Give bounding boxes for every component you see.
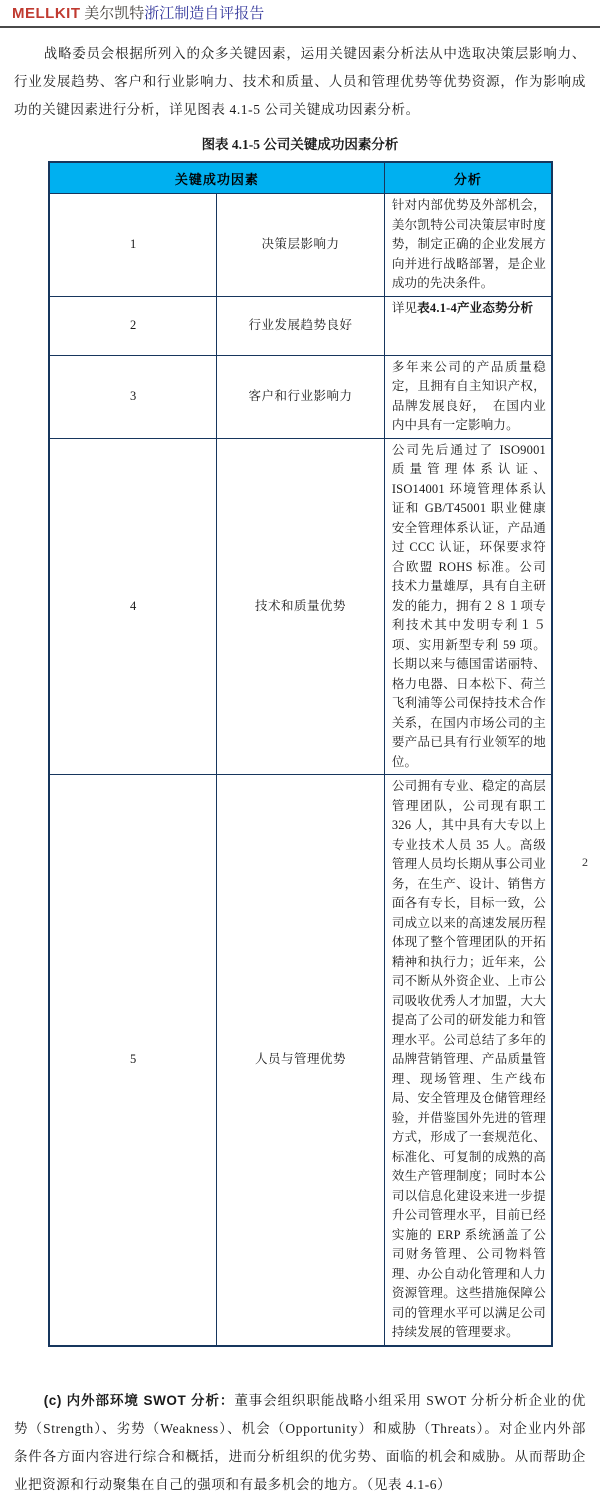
swot-paragraph: [14, 1387, 586, 1499]
table-row: [49, 355, 552, 438]
row-analysis: 公司先后通过了 ISO9001 质量管理体系认证、ISO14001 环境管理体系认证和 GB/T45001 职业健康安全管理体系认证，产品通过 CCC 认证，环保要求符合欧盟 ROHS 标准。公司技术力量雄厚，具有自主研发的能力，拥有２８１项专利技术其中发明专利１５项、实用新型专利 59 项。长期以来与德国雷诺丽特、格力电器、日本松下、荷兰飞利浦等公司保持技术合作关系，在国内市场公司的主要产品已具有行业领军的地位。: [384, 438, 552, 775]
table-row: [49, 438, 552, 775]
header-cell-analysis: 分析: [384, 162, 552, 194]
row-number: 5: [49, 775, 217, 1346]
row-analysis: 公司拥有专业、稳定的高层管理团队，公司现有职工 326 人，其中具有大专以上专业技术人员 35 人。高级管理人员均长期从事公司业务，在生产、设计、销售方面各有专长，目标一致，公司成立以来的高速发展历程体现了整个管理团队的开拓精神和执行力；近年来，公司不断从外资企业、上市公司吸收优秀人才加盟，大大提高了公司的研发能力和管理水平。公司总结了多年的品牌营销管理、产品质量管理、现场管理、生产线布局、安全管理及仓储管理经验，并借鉴国外先进的管理方式，形成了一套规范化、标准化、可复制的成熟的高效生产管理制度；同时本公司以信息化建设来进一步提升公司管理水平，目前已经实施的 ERP 系统涵盖了公司财务管理、公司物料管理、办公自动化管理和人力资源管理。这些措施保障公司的管理水平可以满足公司持续发展的管理要求。: [384, 775, 552, 1346]
row-factor: 决策层影响力: [217, 194, 385, 297]
row-factor: 技术和质量优势: [217, 438, 385, 775]
swot-paragraph-label: (c) 内外部环境 SWOT 分析：: [43, 1392, 235, 1408]
row-number: 2: [49, 296, 217, 355]
document-title: 浙江制造自评报告: [144, 6, 265, 22]
row-analysis: [384, 296, 552, 355]
table-row: [49, 775, 552, 1346]
page-header: [0, 0, 600, 28]
row-number: 3: [49, 355, 217, 438]
row-factor: 人员与管理优势: [217, 775, 385, 1346]
key-success-factors-table: [48, 161, 553, 1347]
row-analysis: 针对内部优势及外部机会，美尔凯特公司决策层审时度势，制定正确的企业发展方向并进行战略部署，是企业成功的先决条件。: [384, 194, 552, 297]
row-analysis-text: 详见: [391, 300, 418, 315]
row-number: 1: [49, 194, 217, 297]
brand-logo-text: MELLKIT: [12, 5, 81, 22]
table-row: [49, 194, 552, 297]
table-caption: 图表 4.1-5 公司关键成功因素分析: [201, 137, 399, 152]
row-number: 4: [49, 438, 217, 775]
row-analysis-reference: 表4.1-4产业态势分析: [417, 300, 534, 315]
table-row: [49, 296, 552, 355]
row-factor: 行业发展趋势良好: [217, 296, 385, 355]
header-cell-factor: 关键成功因素: [49, 162, 384, 194]
table-header-row: [49, 162, 552, 194]
row-factor: 客户和行业影响力: [217, 355, 385, 438]
row-analysis: 多年来公司的产品质量稳定，且拥有自主知识产权，品牌发展良好， 在国内业内中具有一定影响力。: [384, 355, 552, 438]
page-number: 2: [582, 855, 588, 869]
swot-paragraph-text: 董事会组织职能战略小组采用 SWOT 分析分析企业的优势（Strength）、劣势（Weakness）、机会（Opportunity）和威胁（Threats）。对企业内外部条件各方面内容进行综合和概括，进而分析组织的优劣势、面临的机会和威胁。从而帮助企业把资源和行动聚集在自己的强项和有最多机会的地方。（见表 4.1-6）: [14, 1392, 587, 1492]
brand-name-chinese: 美尔凯特: [80, 6, 145, 22]
intro-paragraph: 战略委员会根据所列入的众多关键因素，运用关键因素分析法从中选取决策层影响力、行业发展趋势、客户和行业影响力、技术和质量、人员和管理优势等优势资源，作为影响成功的关键因素进行分析，详见图表 4.1-5 公司关键成功因素分析。: [14, 46, 586, 117]
